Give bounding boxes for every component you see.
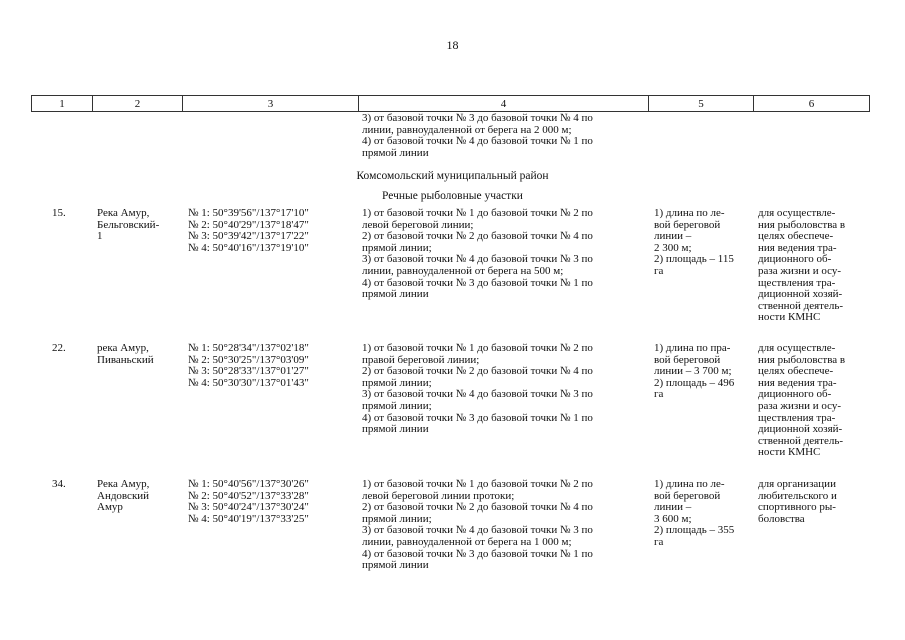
site-coords: № 1: 50°40'56"/137°30'26" № 2: 50°40'52"/137°33'28" № 3: 50°40'24"/137°30'24" № 4: 50°40'19"/137°33'25" [188, 478, 309, 525]
site-borders: 1) от базовой точки № 1 до базовой точки № 2 по левой береговой линии протоки; 2) от базовой точки № 2 до базовой точки № 4 по прямой линии; 3) от базовой точки № 4 до базовой точки № 3 по линии, равноудаленной от берега на 1 000 м; 4) от базовой точки № 3 до базовой точки № 1 по прямой линии [362, 478, 593, 572]
page-number: 18 [446, 38, 459, 52]
site-name: Река Амур, Андовский Амур [97, 478, 150, 514]
site-borders: 1) от базовой точки № 1 до базовой точки № 2 по левой береговой линии; 2) от базовой точки № 2 до базовой точки № 4 по прямой линии; 3) от базовой точки № 4 до базовой точки № 3 по линии, равноудаленной от берега на 500 м; 4) от базовой точки № 3 до базовой точки № 1 по прямой линии [362, 207, 593, 301]
site-name: река Амур, Пиваньский [97, 342, 154, 366]
header-col-4: 4 [359, 96, 649, 111]
site-coords: № 1: 50°39'56"/137°17'10" № 2: 50°40'29"/137°18'47" № 3: 50°39'42"/137°17'22" № 4: 50°40'16"/137°19'10" [188, 207, 309, 254]
district-heading: Комсомольский муниципальный район [356, 170, 549, 182]
header-col-6: 6 [808, 98, 815, 110]
header-col-3: 3 [183, 96, 359, 111]
header-col-5: 5 [649, 96, 754, 111]
header-col-1: 1 [32, 96, 93, 111]
site-purpose: для осуществле- ния рыболовства в целях обеспече- ния ведения тра- диционного об- раза жизни и осу- ществления тра- диционной хозяй- ственной деятель- ности КМНС [758, 342, 846, 459]
site-size: 1) длина по ле- вой береговой линии – 3 600 м; 2) площадь – 355 га [654, 478, 735, 548]
site-purpose: для осуществле- ния рыболовства в целях обеспече- ния ведения тра- диционного об- раза жизни и осу- ществления тра- диционной хозяй- ственной деятель- ности КМНС [758, 207, 846, 324]
row-number: 34. [52, 478, 66, 490]
table-header [31, 95, 870, 112]
continuation-borders: 3) от базовой точки № 3 до базовой точки № 4 по линии, равноудаленной от берега на 2 000 м; 4) от базовой точки № 4 до базовой точки № 1 по прямой линии [362, 112, 593, 159]
site-borders: 1) от базовой точки № 1 до базовой точки № 2 по правой береговой линии; 2) от базовой точки № 2 до базовой точки № 4 по прямой линии; 3) от базовой точки № 4 до базовой точки № 3 по прямой линии; 4) от базовой точки № 3 до базовой точки № 1 по прямой линии [362, 342, 593, 436]
row-number: 15. [52, 207, 66, 219]
site-purpose: для организации любительского и спортивного ры- боловства [758, 478, 837, 525]
site-size: 1) длина по пра- вой береговой линии – 3 700 м; 2) площадь – 496 га [654, 342, 735, 401]
header-col-2: 2 [93, 96, 183, 111]
row-number: 22. [52, 342, 66, 354]
site-name: Река Амур, Бельговский- 1 [97, 207, 160, 243]
site-coords: № 1: 50°28'34"/137°02'18" № 2: 50°30'25"/137°03'09" № 3: 50°28'33"/137°01'27" № 4: 50°30'30"/137°01'43" [188, 342, 309, 389]
site-size: 1) длина по ле- вой береговой линии – 2 300 м; 2) площадь – 115 га [654, 207, 734, 277]
subsection-heading: Речные рыболовные участки [382, 190, 523, 202]
